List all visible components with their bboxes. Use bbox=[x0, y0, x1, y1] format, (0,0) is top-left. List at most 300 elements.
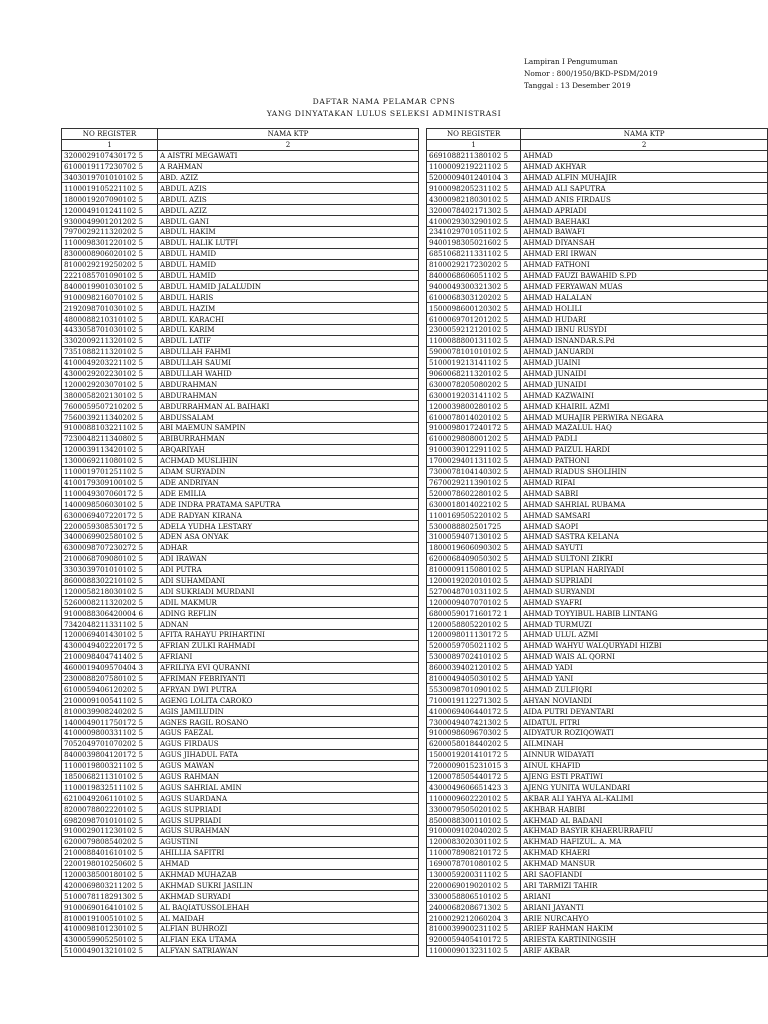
name-cell: AHMAD KAZWAINI bbox=[521, 390, 768, 401]
table-row bbox=[62, 564, 419, 575]
table-row bbox=[427, 390, 768, 401]
table-row bbox=[62, 488, 419, 499]
table-row bbox=[62, 205, 419, 216]
register-number-cell: 5100019213141102 5 bbox=[427, 357, 521, 368]
table-row bbox=[62, 706, 419, 717]
table-row bbox=[427, 913, 768, 924]
name-cell: ADI SUKRIADI MURDANI bbox=[158, 586, 419, 597]
table-row bbox=[62, 172, 419, 183]
name-cell: AINUL KHAFID bbox=[521, 760, 768, 771]
name-cell: AHMAD IBNU RUSYDI bbox=[521, 325, 768, 336]
name-cell: AGUS FAEZAL bbox=[158, 727, 419, 738]
register-number-cell: 1200039800280102 5 bbox=[427, 401, 521, 412]
table-row bbox=[427, 891, 768, 902]
register-number-cell: 1700029401131102 5 bbox=[427, 455, 521, 466]
name-cell: AHMAD FATHONI bbox=[521, 259, 768, 270]
table-row bbox=[62, 412, 419, 423]
table-row bbox=[427, 314, 768, 325]
table-row bbox=[427, 597, 768, 608]
register-number-cell: 2100029212060204 3 bbox=[427, 913, 521, 924]
table-row bbox=[62, 945, 419, 956]
table-row bbox=[427, 521, 768, 532]
table-row bbox=[427, 477, 768, 488]
register-number-cell: 4300029202230102 5 bbox=[62, 368, 158, 379]
table-row bbox=[427, 335, 768, 346]
header-col-number-2: 2 bbox=[521, 139, 768, 150]
table-row bbox=[427, 640, 768, 651]
table-row bbox=[62, 717, 419, 728]
table-row bbox=[427, 684, 768, 695]
table-row bbox=[427, 945, 768, 956]
header-col-number-1: 1 bbox=[62, 139, 158, 150]
name-cell: AHILLIA SAFITRI bbox=[158, 847, 419, 858]
register-number-cell: 8100029217230202 5 bbox=[427, 259, 521, 270]
name-cell: AHMAD SAMSARI bbox=[521, 510, 768, 521]
table-row bbox=[427, 412, 768, 423]
register-number-cell: 4600019409570404 3 bbox=[62, 662, 158, 673]
name-cell: ADE INDRA PRATAMA SAPUTRA bbox=[158, 499, 419, 510]
register-number-cell: 1500019201410172 5 bbox=[427, 749, 521, 760]
name-cell: AHMAD MUHAJIR PERWIRA NEGARA bbox=[521, 412, 768, 423]
table-row bbox=[62, 325, 419, 336]
name-cell: ABDUL AZIZ bbox=[158, 205, 419, 216]
name-cell: AHMAD PADLI bbox=[521, 433, 768, 444]
table-row bbox=[427, 303, 768, 314]
name-cell: ARIESTA KARTININGSIH bbox=[521, 934, 768, 945]
register-number-cell: 9200059405410172 5 bbox=[427, 934, 521, 945]
name-cell: AHMAD FAUZI BAWAHID S.PD bbox=[521, 270, 768, 281]
name-cell: AGUS FIRDAUS bbox=[158, 738, 419, 749]
table-row bbox=[427, 651, 768, 662]
table-row bbox=[62, 423, 419, 434]
register-number-cell: 1200078505440172 5 bbox=[427, 771, 521, 782]
name-cell: AHMAD bbox=[158, 858, 419, 869]
table-row bbox=[62, 455, 419, 466]
name-cell: AFRIMAN FEBRIYANTI bbox=[158, 673, 419, 684]
lampiran-block bbox=[524, 56, 658, 92]
register-number-cell: 8100029219250202 5 bbox=[62, 259, 158, 270]
table-row bbox=[62, 433, 419, 444]
register-number-cell: 1100088800131102 5 bbox=[427, 335, 521, 346]
table-row bbox=[62, 150, 419, 161]
register-number-cell: 1100019832511102 5 bbox=[62, 782, 158, 793]
table-row bbox=[427, 793, 768, 804]
register-number-cell: 3100059407130102 5 bbox=[427, 531, 521, 542]
register-number-cell: 1690078701080102 5 bbox=[427, 858, 521, 869]
table-row bbox=[62, 281, 419, 292]
register-number-cell: 7970029211320202 5 bbox=[62, 227, 158, 238]
register-number-cell: 9100098205231102 5 bbox=[427, 183, 521, 194]
header-row bbox=[62, 129, 419, 140]
table-row bbox=[62, 466, 419, 477]
register-number-cell: 1200029203070102 5 bbox=[62, 379, 158, 390]
table-row bbox=[62, 161, 419, 172]
table-row bbox=[427, 717, 768, 728]
name-cell: AKHMAD AL BADANI bbox=[521, 815, 768, 826]
register-number-cell: 6982098701010102 5 bbox=[62, 815, 158, 826]
register-number-cell: 1400049011750172 5 bbox=[62, 717, 158, 728]
name-cell: ABDURRAHMAN AL BAIHAKI bbox=[158, 401, 419, 412]
register-number-cell: 7351088211320102 5 bbox=[62, 346, 158, 357]
table-row bbox=[62, 869, 419, 880]
name-cell: AHMAD TURMUZI bbox=[521, 619, 768, 630]
name-cell: AHMAD WAHYU WALQURYADI HIZBI bbox=[521, 640, 768, 651]
register-number-cell: 8600088302210102 5 bbox=[62, 575, 158, 586]
table-row bbox=[427, 161, 768, 172]
name-cell: AIDATUL FITRI bbox=[521, 717, 768, 728]
table-row bbox=[427, 150, 768, 161]
register-number-cell: 2100068709080102 5 bbox=[62, 553, 158, 564]
register-number-cell: 9100088103221102 5 bbox=[62, 423, 158, 434]
register-number-cell: 8600039402120102 5 bbox=[427, 662, 521, 673]
register-number-cell: 1200098011130172 5 bbox=[427, 629, 521, 640]
name-cell: AFRIANI bbox=[158, 651, 419, 662]
name-cell: AHMAD SULTONI ZIKRI bbox=[521, 553, 768, 564]
name-cell: ALFYAN SATRIAWAN bbox=[158, 945, 419, 956]
name-cell: ABI MAEMUN SAMPIN bbox=[158, 423, 419, 434]
register-number-cell: 4100098101230102 5 bbox=[62, 924, 158, 935]
register-number-cell: 6210049206110102 5 bbox=[62, 793, 158, 804]
name-cell: AHMAD SYAFRI bbox=[521, 597, 768, 608]
name-cell: AGUS SUARDANA bbox=[158, 793, 419, 804]
register-number-cell: 2100098404741402 5 bbox=[62, 651, 158, 662]
table-row bbox=[427, 869, 768, 880]
name-cell: AJENG ESTI PRATIWI bbox=[521, 771, 768, 782]
name-cell: AINNUR WIDAYATI bbox=[521, 749, 768, 760]
name-cell: AHMAD ULUL AZMI bbox=[521, 629, 768, 640]
name-cell: AHMAD SASTRA KELANA bbox=[521, 531, 768, 542]
register-number-cell: 6691088211380102 5 bbox=[427, 150, 521, 161]
register-number-cell: 7560039211340202 5 bbox=[62, 412, 158, 423]
register-number-cell: 6800059017160172 1 bbox=[427, 608, 521, 619]
name-cell: AHMAD HALALAN bbox=[521, 292, 768, 303]
table-row bbox=[62, 727, 419, 738]
register-number-cell: 4300059905250102 5 bbox=[62, 934, 158, 945]
register-number-cell: 8100039900231102 5 bbox=[427, 924, 521, 935]
register-number-cell: 8100009115080102 5 bbox=[427, 564, 521, 575]
register-number-cell: 9400198305021602 5 bbox=[427, 237, 521, 248]
name-cell: ADI IRAWAN bbox=[158, 553, 419, 564]
register-number-cell: 5200078602280102 5 bbox=[427, 488, 521, 499]
register-number-cell: 6200058018440202 5 bbox=[427, 738, 521, 749]
nomor-line: Nomor : 800/1950/BKD-PSDM/2019 bbox=[524, 69, 658, 78]
register-number-cell: 9400049300321302 5 bbox=[427, 281, 521, 292]
table-row bbox=[62, 934, 419, 945]
register-number-cell: 3400069902580102 5 bbox=[62, 531, 158, 542]
name-cell: ADAM SURYADIN bbox=[158, 466, 419, 477]
register-number-cell: 3300079505020102 5 bbox=[427, 804, 521, 815]
register-number-cell: 1100078908210172 5 bbox=[427, 847, 521, 858]
name-cell: ADE EMILIA bbox=[158, 488, 419, 499]
register-number-cell: 5530098701090102 5 bbox=[427, 684, 521, 695]
register-number-cell: 4433058701030102 5 bbox=[62, 325, 158, 336]
name-cell: AGUS SUPRIADI bbox=[158, 804, 419, 815]
register-number-cell: 1100019701251102 5 bbox=[62, 466, 158, 477]
name-cell: ABDUL GANI bbox=[158, 216, 419, 227]
document-title: DAFTAR NAMA PELAMAR CPNS bbox=[312, 97, 456, 106]
register-number-cell: 6100078014020102 5 bbox=[427, 412, 521, 423]
table-row bbox=[62, 640, 419, 651]
table-row bbox=[427, 281, 768, 292]
register-number-cell: 4100179309100102 5 bbox=[62, 477, 158, 488]
name-cell: ADHAR bbox=[158, 542, 419, 553]
table-row bbox=[427, 706, 768, 717]
register-number-cell: 6200068409050302 5 bbox=[427, 553, 521, 564]
register-number-cell: 8300008906020102 5 bbox=[62, 248, 158, 259]
right-register-table bbox=[426, 128, 768, 957]
register-number-cell: 2200059308530172 5 bbox=[62, 521, 158, 532]
register-number-cell: 4200069803211202 5 bbox=[62, 880, 158, 891]
name-cell: ABDUL HAZIM bbox=[158, 303, 419, 314]
table-row bbox=[427, 379, 768, 390]
table-row bbox=[427, 738, 768, 749]
register-number-cell: 1800019207090102 5 bbox=[62, 194, 158, 205]
name-cell: AFRIAN ZULKI RAHMADI bbox=[158, 640, 419, 651]
table-row bbox=[62, 847, 419, 858]
register-number-cell: 7200009015231015 3 bbox=[427, 760, 521, 771]
register-number-cell: 2100088401610102 5 bbox=[62, 847, 158, 858]
table-row bbox=[427, 227, 768, 238]
table-row bbox=[427, 847, 768, 858]
name-cell: ABDUL KARIM bbox=[158, 325, 419, 336]
table-row bbox=[427, 248, 768, 259]
name-cell: AGUS SUPRIADI bbox=[158, 815, 419, 826]
name-cell: AKHMAD SUKRI JASILIN bbox=[158, 880, 419, 891]
tanggal-line: Tanggal : 13 Desember 2019 bbox=[524, 81, 631, 90]
table-row bbox=[62, 760, 419, 771]
name-cell: AFRYAN DWI PUTRA bbox=[158, 684, 419, 695]
register-number-cell: 2300059212120102 5 bbox=[427, 325, 521, 336]
register-number-cell: 5270048701031102 5 bbox=[427, 586, 521, 597]
header-col-number-2: 2 bbox=[158, 139, 419, 150]
table-row bbox=[62, 227, 419, 238]
table-row bbox=[62, 292, 419, 303]
table-row bbox=[62, 662, 419, 673]
register-number-cell: 8100019100510102 5 bbox=[62, 913, 158, 924]
header-nama-ktp: NAMA KTP bbox=[521, 129, 768, 140]
table-row bbox=[62, 738, 419, 749]
table-row bbox=[62, 531, 419, 542]
name-cell: AHMAD AKHYAR bbox=[521, 161, 768, 172]
table-row bbox=[427, 401, 768, 412]
name-cell: ABDURAHMAN bbox=[158, 390, 419, 401]
name-cell: AHMAD YANI bbox=[521, 673, 768, 684]
register-number-cell: 2200198010250602 5 bbox=[62, 858, 158, 869]
register-number-cell: 6300069407220172 5 bbox=[62, 510, 158, 521]
table-row bbox=[427, 368, 768, 379]
register-number-cell: 1100009602220102 5 bbox=[427, 793, 521, 804]
name-cell: AHMAD SUPIAN HARIYADI bbox=[521, 564, 768, 575]
name-cell: AHMAD JUAINI bbox=[521, 357, 768, 368]
table-row bbox=[62, 695, 419, 706]
table-row bbox=[62, 836, 419, 847]
table-row bbox=[427, 455, 768, 466]
name-cell: AHMAD JANUARDI bbox=[521, 346, 768, 357]
name-cell: AGUSTINI bbox=[158, 836, 419, 847]
table-row bbox=[62, 771, 419, 782]
register-number-cell: 8500088300110102 5 bbox=[427, 815, 521, 826]
register-number-cell: 6300078205080202 5 bbox=[427, 379, 521, 390]
register-number-cell: 7052049701070202 5 bbox=[62, 738, 158, 749]
table-row bbox=[62, 575, 419, 586]
name-cell: ACHMAD MUSLIHIN bbox=[158, 455, 419, 466]
register-number-cell: 5200059705021102 5 bbox=[427, 640, 521, 651]
register-number-cell: 7670029211390102 5 bbox=[427, 477, 521, 488]
table-row bbox=[62, 597, 419, 608]
name-cell: AHMAD MAZALUL HAQ bbox=[521, 423, 768, 434]
register-number-cell: 1200058805220102 5 bbox=[427, 619, 521, 630]
table-row bbox=[427, 902, 768, 913]
register-number-cell: 2300088207580102 5 bbox=[62, 673, 158, 684]
register-number-cell: 5200009401240104 3 bbox=[427, 172, 521, 183]
name-cell: AHMAD WAIS AL QORNI bbox=[521, 651, 768, 662]
table-row bbox=[427, 662, 768, 673]
name-cell: AGUS SAHRIAL AMIN bbox=[158, 782, 419, 793]
name-cell: AHMAD ZULFIQRI bbox=[521, 684, 768, 695]
name-cell: AHMAD DIYANSAH bbox=[521, 237, 768, 248]
name-cell: AHMAD PAIZUL HARDI bbox=[521, 444, 768, 455]
left-register-table bbox=[61, 128, 419, 957]
register-number-cell: 7300078104140302 5 bbox=[427, 466, 521, 477]
table-row bbox=[62, 357, 419, 368]
register-number-cell: 5900078101010102 5 bbox=[427, 346, 521, 357]
name-cell: AKHMAD HAFIZUL. A. MA bbox=[521, 836, 768, 847]
table-row bbox=[62, 673, 419, 684]
table-row bbox=[62, 346, 419, 357]
name-cell: AHMAD SABRI bbox=[521, 488, 768, 499]
name-cell: AHMAD FERYAWAN MUAS bbox=[521, 281, 768, 292]
name-cell: ARIE NURCAHYO bbox=[521, 913, 768, 924]
register-number-cell: 6100029808001202 5 bbox=[427, 433, 521, 444]
name-cell: AGUS MAWAN bbox=[158, 760, 419, 771]
name-cell: ARI SAOFIANDI bbox=[521, 869, 768, 880]
name-cell: ABQARIYAH bbox=[158, 444, 419, 455]
name-cell: ABDUL HARIS bbox=[158, 292, 419, 303]
register-number-cell: 6100069701201202 5 bbox=[427, 314, 521, 325]
name-cell: AHMAD BAWAFI bbox=[521, 227, 768, 238]
register-number-cell: 9100088306420004 6 bbox=[62, 608, 158, 619]
name-cell: ABDULLAH SAUMI bbox=[158, 357, 419, 368]
header-number-row bbox=[427, 139, 768, 150]
name-cell: ABDUL AZIS bbox=[158, 183, 419, 194]
table-row bbox=[427, 553, 768, 564]
table-row bbox=[427, 510, 768, 521]
register-number-cell: 9100098017240172 5 bbox=[427, 423, 521, 434]
table-row bbox=[427, 858, 768, 869]
register-number-cell: 9100098216070102 5 bbox=[62, 292, 158, 303]
table-row bbox=[62, 216, 419, 227]
name-cell: ADEN ASA ONYAK bbox=[158, 531, 419, 542]
table-row bbox=[62, 183, 419, 194]
name-cell: ABDUL HALIK LUTFI bbox=[158, 237, 419, 248]
table-row bbox=[427, 771, 768, 782]
register-number-cell: 1100098301220102 5 bbox=[62, 237, 158, 248]
table-row bbox=[62, 401, 419, 412]
table-row bbox=[427, 575, 768, 586]
name-cell: ARIF AKBAR bbox=[521, 945, 768, 956]
table-row bbox=[427, 499, 768, 510]
name-cell: AHYAN NOVIANDI bbox=[521, 695, 768, 706]
table-row bbox=[427, 270, 768, 281]
name-cell: AJENG YUNITA WULANDARI bbox=[521, 782, 768, 793]
register-number-cell: 3300058806510102 5 bbox=[427, 891, 521, 902]
name-cell: AFRILIYA EVI QURANNI bbox=[158, 662, 419, 673]
name-cell: ABDUL HAMID bbox=[158, 270, 419, 281]
name-cell: AHMAD KHAIRIL AZMI bbox=[521, 401, 768, 412]
name-cell: AKHMAD BASYIR KHAERURRAFIU bbox=[521, 826, 768, 837]
register-number-cell: 5300089702410102 5 bbox=[427, 651, 521, 662]
register-number-cell: 6851068211331102 5 bbox=[427, 248, 521, 259]
register-number-cell: 1850068211310102 5 bbox=[62, 771, 158, 782]
register-number-cell: 7600059507210202 5 bbox=[62, 401, 158, 412]
name-cell: AILMINAH bbox=[521, 738, 768, 749]
name-cell: ADNAN bbox=[158, 619, 419, 630]
register-number-cell: 4300049402220172 5 bbox=[62, 640, 158, 651]
register-number-cell: 4100009800331102 5 bbox=[62, 727, 158, 738]
name-cell: AKHMAD KHAERI bbox=[521, 847, 768, 858]
name-cell: A AISTRI MEGAWATI bbox=[158, 150, 419, 161]
table-row bbox=[427, 542, 768, 553]
table-row bbox=[427, 727, 768, 738]
table-row bbox=[427, 564, 768, 575]
name-cell: AHMAD RIFAI bbox=[521, 477, 768, 488]
register-number-cell: 1100009219221102 5 bbox=[427, 161, 521, 172]
register-number-cell: 6100019117230702 5 bbox=[62, 161, 158, 172]
name-cell: AHMAD APRIADI bbox=[521, 205, 768, 216]
document-subtitle: YANG DINYATAKAN LULUS SELEKSI ADMINISTRASI bbox=[266, 109, 502, 118]
table-row bbox=[62, 237, 419, 248]
table-row bbox=[427, 826, 768, 837]
name-cell: AHMAD HOLILI bbox=[521, 303, 768, 314]
name-cell: AHMAD ISNANDAR.S.Pd bbox=[521, 335, 768, 346]
register-number-cell: 1100049307060172 5 bbox=[62, 488, 158, 499]
register-number-cell: 1100009013231102 5 bbox=[427, 945, 521, 956]
name-cell: ADI SUHAMDANI bbox=[158, 575, 419, 586]
table-row bbox=[62, 259, 419, 270]
name-cell: AHMAD bbox=[521, 150, 768, 161]
name-cell: AHMAD JUNAIDI bbox=[521, 379, 768, 390]
register-number-cell: 2192098701030102 5 bbox=[62, 303, 158, 314]
table-row bbox=[427, 629, 768, 640]
register-number-cell: 3200029107430172 5 bbox=[62, 150, 158, 161]
name-cell: ADING REFLIN bbox=[158, 608, 419, 619]
table-row bbox=[62, 499, 419, 510]
register-number-cell: 6300098707230272 5 bbox=[62, 542, 158, 553]
register-number-cell: 8100039908240202 5 bbox=[62, 706, 158, 717]
name-cell: AHMAD TOYYIBUL HABIB LINTANG bbox=[521, 608, 768, 619]
name-cell: AHMAD SURYANDI bbox=[521, 586, 768, 597]
register-number-cell: 1300059200311102 5 bbox=[427, 869, 521, 880]
register-number-cell: 8200078802220102 5 bbox=[62, 804, 158, 815]
register-number-cell: 9100029011230102 5 bbox=[62, 826, 158, 837]
register-number-cell: 5100078118291302 5 bbox=[62, 891, 158, 902]
register-number-cell: 8100049405030102 5 bbox=[427, 673, 521, 684]
name-cell: AHMAD RIADUS SHOLIHIN bbox=[521, 466, 768, 477]
name-cell: AGUS JIHADUL FATA bbox=[158, 749, 419, 760]
table-row bbox=[427, 782, 768, 793]
table-row bbox=[62, 510, 419, 521]
register-number-cell: 9100069016410102 5 bbox=[62, 902, 158, 913]
table-row bbox=[62, 553, 419, 564]
register-number-cell: 4300049606651423 3 bbox=[427, 782, 521, 793]
header-no-register: NO REGISTER bbox=[427, 129, 521, 140]
register-number-cell: 5100049013210102 5 bbox=[62, 945, 158, 956]
name-cell: AHMAD ERI IRWAN bbox=[521, 248, 768, 259]
name-cell: AKHBAR HABIBI bbox=[521, 804, 768, 815]
name-cell: AHMAD PATHONI bbox=[521, 455, 768, 466]
name-cell: ABDUL AZIS bbox=[158, 194, 419, 205]
header-number-row bbox=[62, 139, 419, 150]
